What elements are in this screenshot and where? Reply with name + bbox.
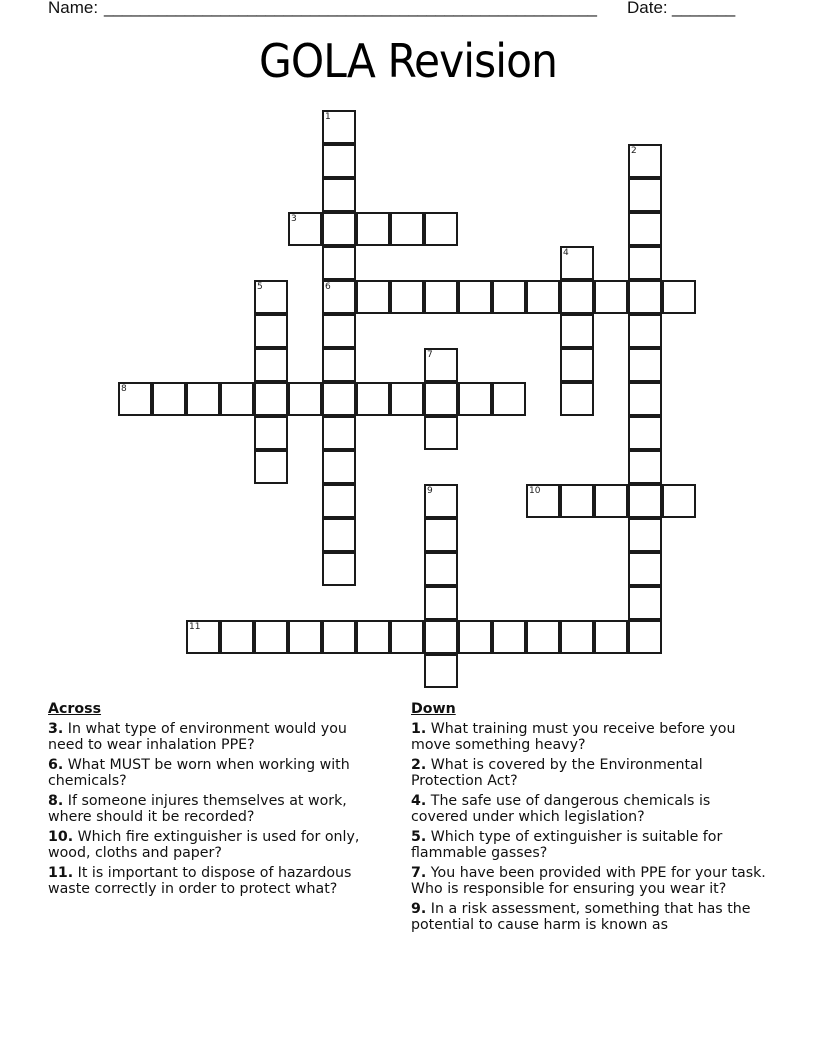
clue-number-label: 5. <box>411 829 427 845</box>
clue-number: 9 <box>427 486 433 496</box>
crossword-cell[interactable] <box>322 518 356 552</box>
crossword-cell[interactable] <box>628 382 662 416</box>
clue-text: In what type of environment would you need to wear inhalation PPE? <box>48 721 347 753</box>
across-clue <box>48 757 378 789</box>
crossword-cell[interactable] <box>424 382 458 416</box>
crossword-cell[interactable] <box>526 484 560 518</box>
crossword-cell[interactable] <box>390 280 424 314</box>
clue-text: In a risk assessment, something that has the potential to cause harm is known as <box>411 901 751 933</box>
crossword-cell[interactable] <box>288 212 322 246</box>
down-clue <box>411 829 771 861</box>
crossword-cell[interactable] <box>560 314 594 348</box>
crossword-cell[interactable] <box>492 620 526 654</box>
crossword-cell[interactable] <box>424 348 458 382</box>
crossword-cell[interactable] <box>322 348 356 382</box>
across-clue-list <box>48 721 378 897</box>
crossword-cell[interactable] <box>356 280 390 314</box>
across-clue <box>48 721 378 753</box>
crossword-cell[interactable] <box>526 620 560 654</box>
crossword-cell[interactable] <box>186 382 220 416</box>
clue-text: The safe use of dangerous chemicals is covered under which legislation? <box>411 793 711 825</box>
clue-number-label: 9. <box>411 901 427 917</box>
clue-number: 8 <box>121 384 127 394</box>
down-clue <box>411 901 771 933</box>
crossword-cell[interactable] <box>322 110 356 144</box>
crossword-cell[interactable] <box>424 484 458 518</box>
down-clue-list <box>411 721 771 933</box>
crossword-cell[interactable] <box>390 620 424 654</box>
crossword-cell[interactable] <box>594 484 628 518</box>
crossword-cell[interactable] <box>322 382 356 416</box>
crossword-cell[interactable] <box>390 212 424 246</box>
page-title: GOLA Revision <box>259 34 557 88</box>
clue-text: Which type of extinguisher is suitable for flammable gasses? <box>411 829 723 861</box>
crossword-cell[interactable] <box>254 450 288 484</box>
crossword-cell[interactable] <box>628 280 662 314</box>
clue-number: 5 <box>257 282 263 292</box>
crossword-cell[interactable] <box>594 620 628 654</box>
clue-number-label: 10. <box>48 829 74 845</box>
down-clue <box>411 721 771 753</box>
crossword-cell[interactable] <box>424 416 458 450</box>
clue-text: Which fire extinguisher is used for only, wood, cloths and paper? <box>48 829 360 861</box>
crossword-cell[interactable] <box>628 450 662 484</box>
crossword-cell[interactable] <box>662 280 696 314</box>
crossword-cell[interactable] <box>424 654 458 688</box>
crossword-cell[interactable] <box>322 416 356 450</box>
crossword-cell[interactable] <box>628 178 662 212</box>
crossword-cell[interactable] <box>254 382 288 416</box>
crossword-cell[interactable] <box>458 382 492 416</box>
crossword-cell[interactable] <box>322 178 356 212</box>
crossword-cell[interactable] <box>560 382 594 416</box>
crossword-cell[interactable] <box>492 280 526 314</box>
crossword-cell[interactable] <box>254 280 288 314</box>
clue-number-label: 6. <box>48 757 64 773</box>
clue-number: 11 <box>189 622 201 632</box>
name-field-line[interactable]: _______________________________________________________ <box>104 0 597 17</box>
crossword-cell[interactable] <box>356 382 390 416</box>
clue-number: 4 <box>563 248 569 258</box>
crossword-cell[interactable] <box>526 280 560 314</box>
date-field-line[interactable]: _______ <box>672 0 735 17</box>
crossword-cell[interactable] <box>322 450 356 484</box>
crossword-cell[interactable] <box>322 246 356 280</box>
clue-text: What training must you receive before you move something heavy? <box>411 721 736 753</box>
crossword-cell[interactable] <box>628 348 662 382</box>
across-clue <box>48 865 378 897</box>
crossword-cell[interactable] <box>288 620 322 654</box>
crossword-cell[interactable] <box>628 212 662 246</box>
crossword-cell[interactable] <box>424 586 458 620</box>
down-clue <box>411 865 771 897</box>
clue-number-label: 7. <box>411 865 427 881</box>
clue-number-label: 3. <box>48 721 64 737</box>
clue-number: 10 <box>529 486 541 496</box>
name-label: Name: <box>48 0 99 17</box>
crossword-cell[interactable] <box>628 314 662 348</box>
clue-number: 2 <box>631 146 637 156</box>
crossword-cell[interactable] <box>424 620 458 654</box>
crossword-cell[interactable] <box>424 212 458 246</box>
crossword-cell[interactable] <box>628 620 662 654</box>
crossword-cell[interactable] <box>322 144 356 178</box>
crossword-cell[interactable] <box>628 586 662 620</box>
down-clue <box>411 793 771 825</box>
clue-number-label: 11. <box>48 865 74 881</box>
crossword-cell[interactable] <box>322 620 356 654</box>
across-clue <box>48 829 378 861</box>
crossword-cell[interactable] <box>152 382 186 416</box>
across-heading: Across <box>48 701 102 717</box>
crossword-cell[interactable] <box>220 620 254 654</box>
crossword-cell[interactable] <box>628 518 662 552</box>
crossword-cell[interactable] <box>458 280 492 314</box>
crossword-cell[interactable] <box>356 620 390 654</box>
crossword-cell[interactable] <box>594 280 628 314</box>
crossword-cell[interactable] <box>186 620 220 654</box>
clue-text: What is covered by the Environmental Protection Act? <box>411 757 703 789</box>
crossword-cell[interactable] <box>322 484 356 518</box>
crossword-cell[interactable] <box>628 144 662 178</box>
across-clues <box>48 701 378 901</box>
crossword-cell[interactable] <box>560 484 594 518</box>
clue-number-label: 4. <box>411 793 427 809</box>
down-clues <box>411 701 771 937</box>
down-heading: Down <box>411 701 456 717</box>
across-clue <box>48 793 378 825</box>
crossword-cell[interactable] <box>424 280 458 314</box>
crossword-cell[interactable] <box>424 552 458 586</box>
crossword-cell[interactable] <box>628 484 662 518</box>
crossword-cell[interactable] <box>560 246 594 280</box>
clue-text: What MUST be worn when working with chemicals? <box>48 757 350 789</box>
crossword-cell[interactable] <box>220 382 254 416</box>
crossword-cell[interactable] <box>628 552 662 586</box>
clue-number: 3 <box>291 214 297 224</box>
crossword-cell[interactable] <box>322 212 356 246</box>
clue-text: It is important to dispose of hazardous waste correctly in order to protect what? <box>48 865 352 897</box>
clue-number: 6 <box>325 282 331 292</box>
clue-number-label: 2. <box>411 757 427 773</box>
clue-number: 1 <box>325 112 331 122</box>
crossword-cell[interactable] <box>424 518 458 552</box>
crossword-cell[interactable] <box>322 314 356 348</box>
crossword-cell[interactable] <box>254 348 288 382</box>
clue-number-label: 1. <box>411 721 427 737</box>
crossword-cell[interactable] <box>628 416 662 450</box>
crossword-cell[interactable] <box>492 382 526 416</box>
down-clue <box>411 757 771 789</box>
crossword-cell[interactable] <box>560 348 594 382</box>
crossword-cell[interactable] <box>254 314 288 348</box>
crossword-cell[interactable] <box>628 246 662 280</box>
crossword-cell[interactable] <box>254 620 288 654</box>
crossword-cell[interactable] <box>322 552 356 586</box>
clue-text: You have been provided with PPE for your task. Who is responsible for ensuring you wear it? <box>411 865 766 897</box>
date-label: Date: <box>627 0 668 17</box>
crossword-cell[interactable] <box>560 620 594 654</box>
clue-number: 7 <box>427 350 433 360</box>
clue-text: If someone injures themselves at work, where should it be recorded? <box>48 793 347 825</box>
crossword-cell[interactable] <box>356 212 390 246</box>
clue-number-label: 8. <box>48 793 64 809</box>
crossword-cell[interactable] <box>662 484 696 518</box>
crossword-cell[interactable] <box>254 416 288 450</box>
crossword-cell[interactable] <box>458 620 492 654</box>
crossword-cell[interactable] <box>390 382 424 416</box>
crossword-cell[interactable] <box>322 280 356 314</box>
crossword-cell[interactable] <box>118 382 152 416</box>
crossword-cell[interactable] <box>288 382 322 416</box>
crossword-cell[interactable] <box>560 280 594 314</box>
